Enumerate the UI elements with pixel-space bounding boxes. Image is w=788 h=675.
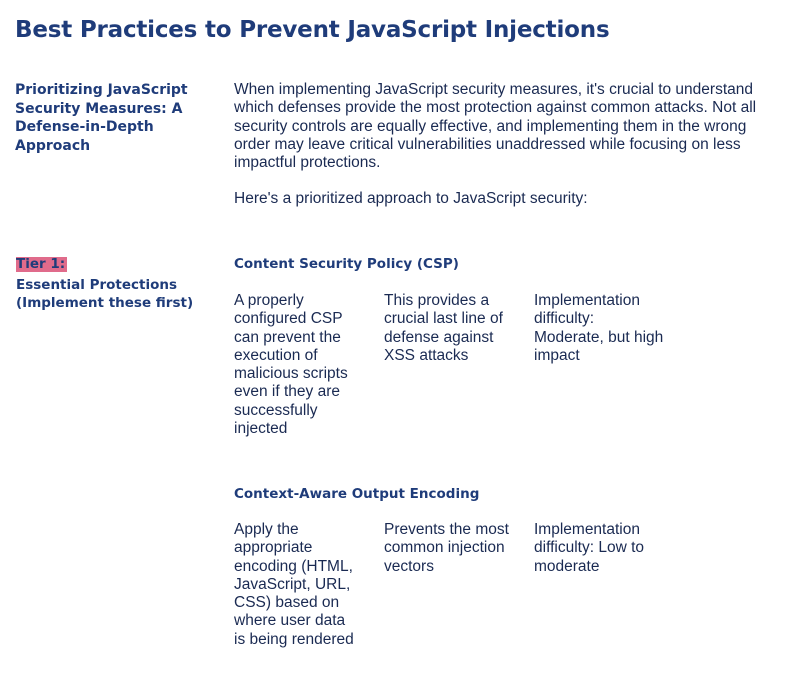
protection-why-csp: This provides a crucial last line of defense against XSS attacks <box>384 292 503 364</box>
protection-title-output-encoding: Context-Aware Output Encoding <box>234 486 480 502</box>
protection-what-output-encoding: Apply the appropriate encoding (HTML, JavaScript, URL, CSS) based on where user data is being rendered <box>234 521 354 648</box>
page-title: Best Practices to Prevent JavaScript Injections <box>15 17 610 43</box>
tier-description: Essential Protections (Implement these first) <box>16 276 194 311</box>
intro-paragraph: When implementing JavaScript security measures, it's crucial to understand which defenses provide the most protection against common attacks. Not all security controls are equally effective, and implementing them in the wrong order may leave critical vulnerabilities unaddressed while focusing on less impactful protections. <box>234 81 757 172</box>
protection-difficulty-csp: Implementation difficulty: Moderate, but high impact <box>534 292 664 364</box>
protection-why-output-encoding: Prevents the most common injection vectors <box>384 521 509 575</box>
protection-title-csp: Content Security Policy (CSP) <box>234 256 459 272</box>
lead-in-paragraph: Here's a prioritized approach to JavaScript security: <box>234 190 588 207</box>
overview-heading: Prioritizing JavaScript Security Measures: A Defense-in-Depth Approach <box>15 82 188 154</box>
protection-what-csp: A properly configured CSP can prevent the execution of malicious scripts even if they are successfully injected <box>234 292 348 438</box>
protection-difficulty-output-encoding: Implementation difficulty: Low to moderate <box>534 521 644 575</box>
tier-heading <box>16 255 221 313</box>
tier-label: Tier 1: <box>16 256 66 272</box>
